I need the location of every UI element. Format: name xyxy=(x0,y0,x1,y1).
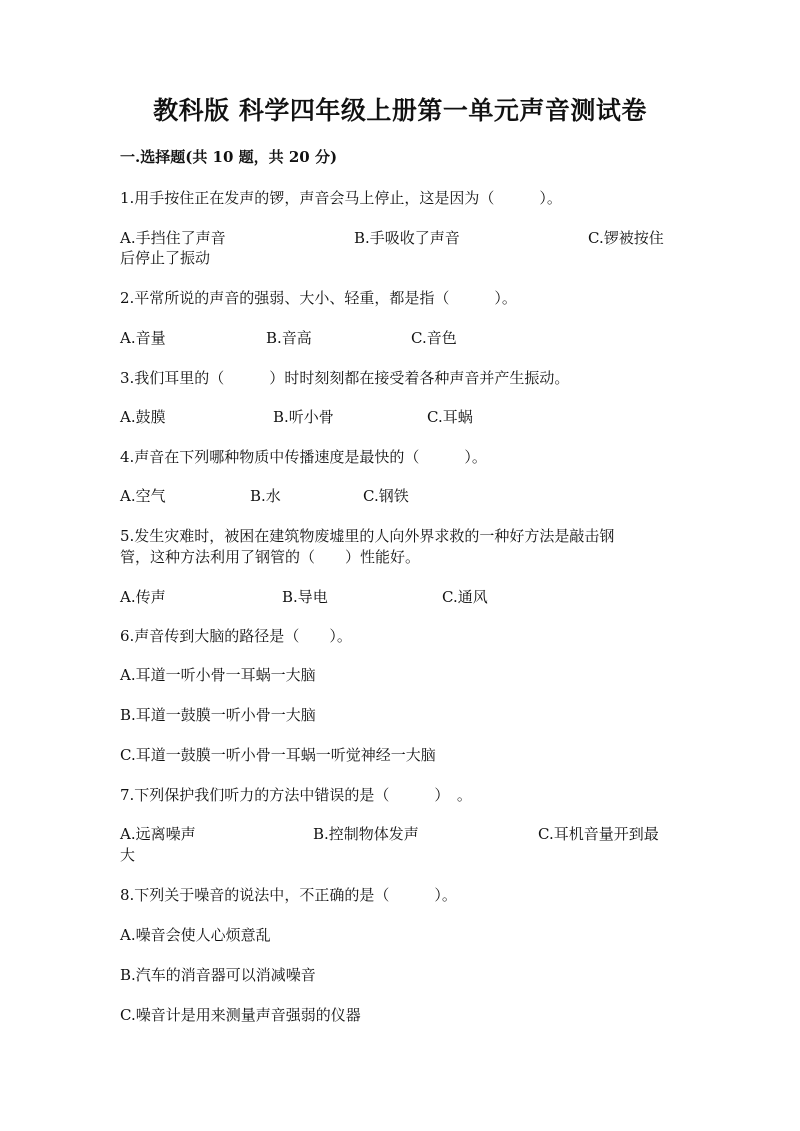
option-a: A.噪音会使人心烦意乱 xyxy=(120,926,271,944)
question-stem-7: 7.下列保护我们听力的方法中错误的是（ ） 。 xyxy=(120,786,472,804)
option-row-2 xyxy=(120,327,680,349)
option-b: B.水 xyxy=(250,487,281,505)
question-stem-8: 8.下列关于噪音的说法中，不正确的是（ ）。 xyxy=(120,886,457,904)
question-stem-1: 1.用手按住正在发声的锣，声音会马上停止，这是因为（ ）。 xyxy=(120,189,562,207)
option-c: C.耳机音量开到最 xyxy=(538,825,659,843)
option-wrap-text: 后停止了振动 xyxy=(120,249,211,267)
option-a: A.空气 xyxy=(120,487,166,505)
option-row-1 xyxy=(120,227,680,249)
option-a: A.音量 xyxy=(120,329,166,347)
option-a: A.手挡住了声音 xyxy=(120,229,226,247)
option-b: B.耳道一鼓膜一听小骨一大脑 xyxy=(120,706,316,724)
option-c: C.耳蜗 xyxy=(427,408,473,426)
question-stem-5-line-1: 5.发生灾难时，被困在建筑物废墟里的人向外界求救的一种好方法是敲击钢 xyxy=(120,527,615,545)
section-heading: 一.选择题(共 10 题，共 20 分) xyxy=(120,148,338,166)
question-stem-2: 2.平常所说的声音的强弱、大小、轻重，都是指（ ）。 xyxy=(120,289,517,307)
option-wrap-text: 大 xyxy=(120,846,136,864)
option-row-3 xyxy=(120,406,680,428)
option-a: A.传声 xyxy=(120,588,166,606)
option-row-5 xyxy=(120,586,680,608)
option-b: B.音高 xyxy=(266,329,312,347)
option-a: A.远离噪声 xyxy=(120,825,196,843)
option-row-7 xyxy=(120,823,680,845)
question-stem-4: 4.声音在下列哪种物质中传播速度是最快的（ ）。 xyxy=(120,448,487,466)
option-row-4 xyxy=(120,485,680,507)
option-c: C.噪音计是用来测量声音强弱的仪器 xyxy=(120,1006,361,1024)
question-stem-5-line-2: 管，这种方法利用了钢管的（ ）性能好。 xyxy=(120,548,421,566)
page-title: 教科版 科学四年级上册第一单元声音测试卷 xyxy=(153,96,647,125)
question-stem-6: 6.声音传到大脑的路径是（ ）。 xyxy=(120,627,352,645)
option-c: C.耳道一鼓膜一听小骨一耳蜗一听觉神经一大脑 xyxy=(120,746,436,764)
option-b: B.导电 xyxy=(282,588,328,606)
option-b: B.控制物体发声 xyxy=(313,825,419,843)
option-c: C.锣被按住 xyxy=(588,229,664,247)
option-c: C.钢铁 xyxy=(363,487,409,505)
option-b: B.听小骨 xyxy=(273,408,334,426)
question-stem-3: 3.我们耳里的（ ）时时刻刻都在接受着各种声音并产生振动。 xyxy=(120,369,570,387)
option-a: A.耳道一听小骨一耳蜗一大脑 xyxy=(120,666,316,684)
option-b: B.手吸收了声音 xyxy=(354,229,460,247)
option-c: C.音色 xyxy=(411,329,457,347)
option-a: A.鼓膜 xyxy=(120,408,166,426)
option-b: B.汽车的消音器可以消减噪音 xyxy=(120,966,316,984)
option-c: C.通风 xyxy=(442,588,488,606)
